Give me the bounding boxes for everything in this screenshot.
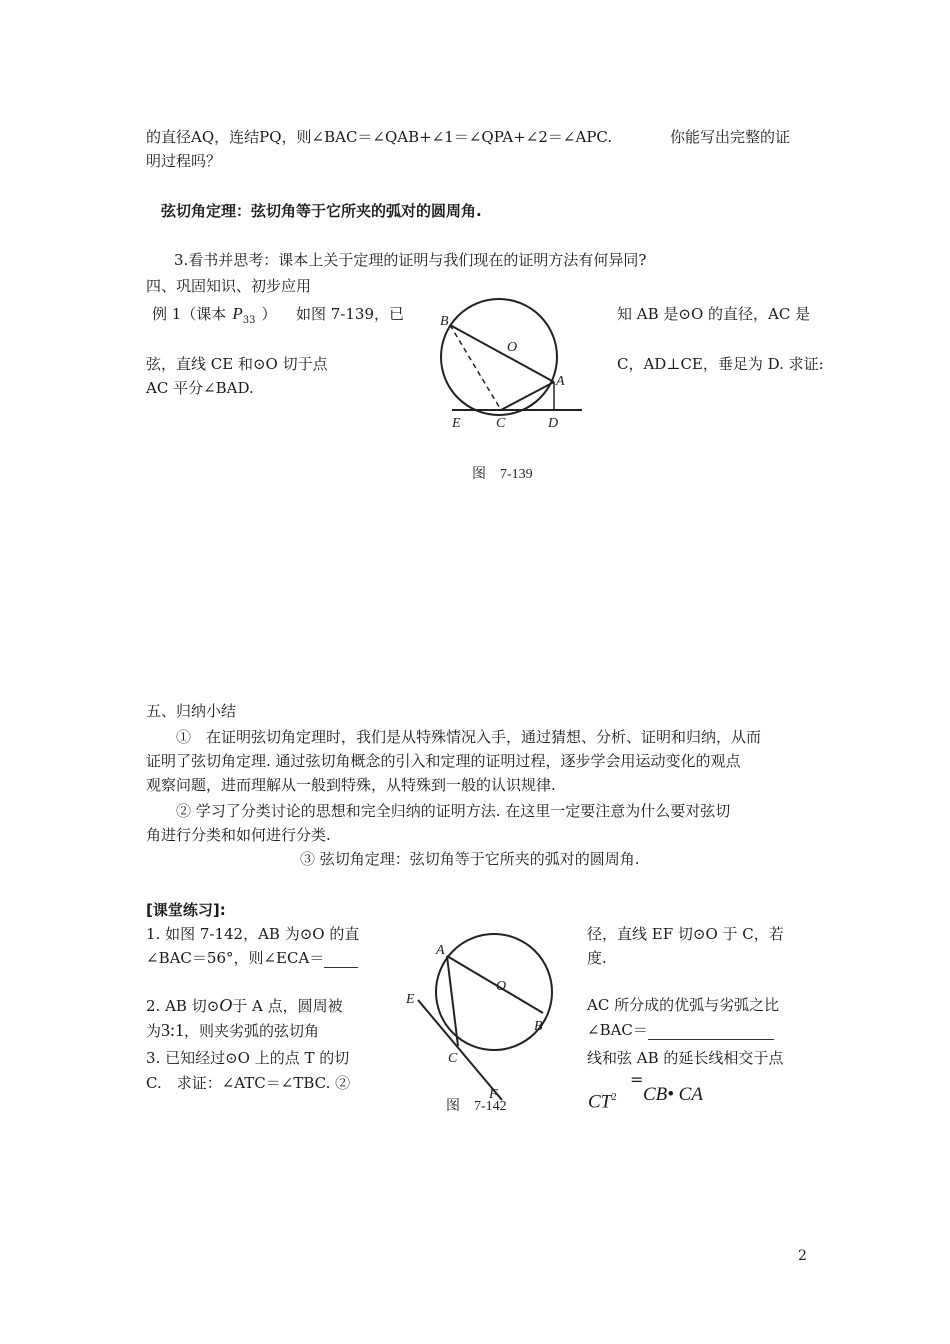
q1-left-1: 1. 如图 7-142，AB 为⊙O 的直: [146, 925, 360, 943]
summary-1-line-1: ① 在证明弦切角定理时，我们是从特殊情况入手，通过猜想、分析、证明和归纳，从而: [176, 728, 762, 746]
figure-7-139: [430, 288, 600, 488]
q3-formula-ct: CT: [588, 1091, 612, 1113]
q2-ratio: 3:1: [161, 1020, 185, 1040]
example-1-right-1: 知 AB 是⊙O 的直径，AC 是: [617, 305, 811, 323]
q2-prefix: 2. AB 切⊙: [146, 997, 220, 1015]
item-3: 3.看书并思考：课本上关于定理的证明与我们现在的证明方法有何异同?: [174, 251, 647, 269]
q3-left-1: 3. 已知经过⊙O 上的点 T 的切: [146, 1049, 350, 1067]
example-1-close: ）: [261, 305, 277, 323]
label-e: E: [406, 992, 415, 1007]
example-1-page-letter: P: [232, 304, 243, 323]
label-c: C: [448, 1051, 458, 1066]
q3-formula-lhs: [588, 1087, 617, 1112]
diameter-ab: [447, 956, 543, 1013]
practice-heading: [课堂练习]:: [146, 901, 226, 919]
section-5-heading: 五、归纳小结: [146, 702, 237, 720]
q1-right-1: 径，直线 EF 切⊙O 于 C，若: [587, 925, 784, 943]
q2-right-2: [587, 1020, 774, 1040]
summary-2-line-2: 角进行分类和如何进行分类.: [146, 826, 331, 844]
intro-line-1: [146, 127, 612, 147]
q2-circle-letter: O: [219, 995, 233, 1015]
summary-1-line-2: 证明了弦切角定理. 通过弦切角概念的引入和定理的证明过程，逐步学会用运动变化的观点: [146, 752, 741, 770]
q1-left-2: [146, 948, 358, 968]
q3-right-1: 线和弦 AB 的延长线相交于点: [587, 1049, 784, 1067]
section-4-heading: 四、巩固知识、初步应用: [146, 277, 312, 295]
label-o: O: [496, 979, 507, 994]
intro-line-1-end: 你能写出完整的证: [670, 128, 791, 146]
example-1-left-2: 弦，直线 CE 和⊙O 切于点: [146, 355, 328, 373]
chord-ac: [501, 382, 554, 410]
label-b: B: [440, 314, 449, 329]
label-a: A: [556, 374, 565, 389]
example-1-prefix: 例 1（课本: [152, 305, 227, 323]
figure-7-142: [400, 930, 560, 1120]
q2-angle-text: ∠BAC＝: [587, 1021, 648, 1039]
page-number: 2: [798, 1248, 807, 1264]
example-1-right-2: C，AD⊥CE，垂足为 D. 求证:: [617, 355, 824, 373]
q2-left-2: [146, 1020, 319, 1041]
q3-left-2: C. 求证：∠ATC＝∠TBC. ②: [146, 1074, 351, 1092]
q2-suffix: 于 A 点，圆周被: [232, 997, 343, 1015]
q1-question-text: ∠BAC＝56°，则∠ECA＝: [146, 949, 325, 967]
summary-2-line-1: ② 学习了分类讨论的思想和完全归纳的证明方法. 在这里一定要注意为什么要对弦切: [176, 802, 731, 820]
summary-1-line-3: 观察问题，进而理解从一般到特殊，从特殊到一般的认识规律.: [146, 776, 556, 794]
circle-o: [441, 299, 557, 415]
q1-right-2: 度.: [587, 949, 607, 967]
label-o: O: [507, 340, 518, 355]
example-1-label: [152, 304, 276, 331]
label-c: C: [496, 416, 506, 431]
theorem-statement: 弦切角定理：弦切角等于它所夹的弧对的圆周角.: [161, 202, 482, 220]
label-e: E: [452, 416, 461, 431]
q2-right-1: AC 所分成的优弧与劣弧之比: [587, 996, 780, 1014]
q1-answer-blank[interactable]: [324, 951, 358, 968]
q3-formula-equals: =: [630, 1070, 644, 1089]
summary-3: ③ 弦切角定理：弦切角等于它所夹的弧对的圆周角.: [300, 850, 640, 868]
example-1-mid: 如图 7-139，已: [296, 305, 405, 323]
q3-formula-exponent: 2: [611, 1091, 617, 1103]
diameter-ab: [450, 325, 554, 382]
figure-7-139-caption: 图 7-139: [472, 467, 533, 482]
q2-left-1: [146, 995, 343, 1016]
intro-line-1-text: 的直径AQ，连结PQ，则∠BAC＝∠QAB+∠1＝∠QPA+∠2＝∠APC.: [146, 128, 613, 146]
example-1-page-number: 33: [242, 315, 256, 326]
figure-7-142-caption: 图 7-142: [446, 1099, 507, 1114]
q2-answer-blank[interactable]: [648, 1023, 774, 1040]
q2-line2-prefix: 为: [146, 1022, 162, 1040]
example-1-line-3: AC 平分∠BAD.: [146, 379, 254, 397]
intro-line-2: 明过程吗？: [146, 152, 222, 170]
label-b: B: [534, 1019, 543, 1034]
label-f: F: [489, 1087, 498, 1102]
q2-line2-suffix: ，则夹劣弧的弦切角: [184, 1022, 320, 1040]
label-a: A: [436, 943, 445, 958]
label-d: D: [548, 416, 559, 431]
q3-formula-rhs: CB• CA: [643, 1084, 703, 1105]
